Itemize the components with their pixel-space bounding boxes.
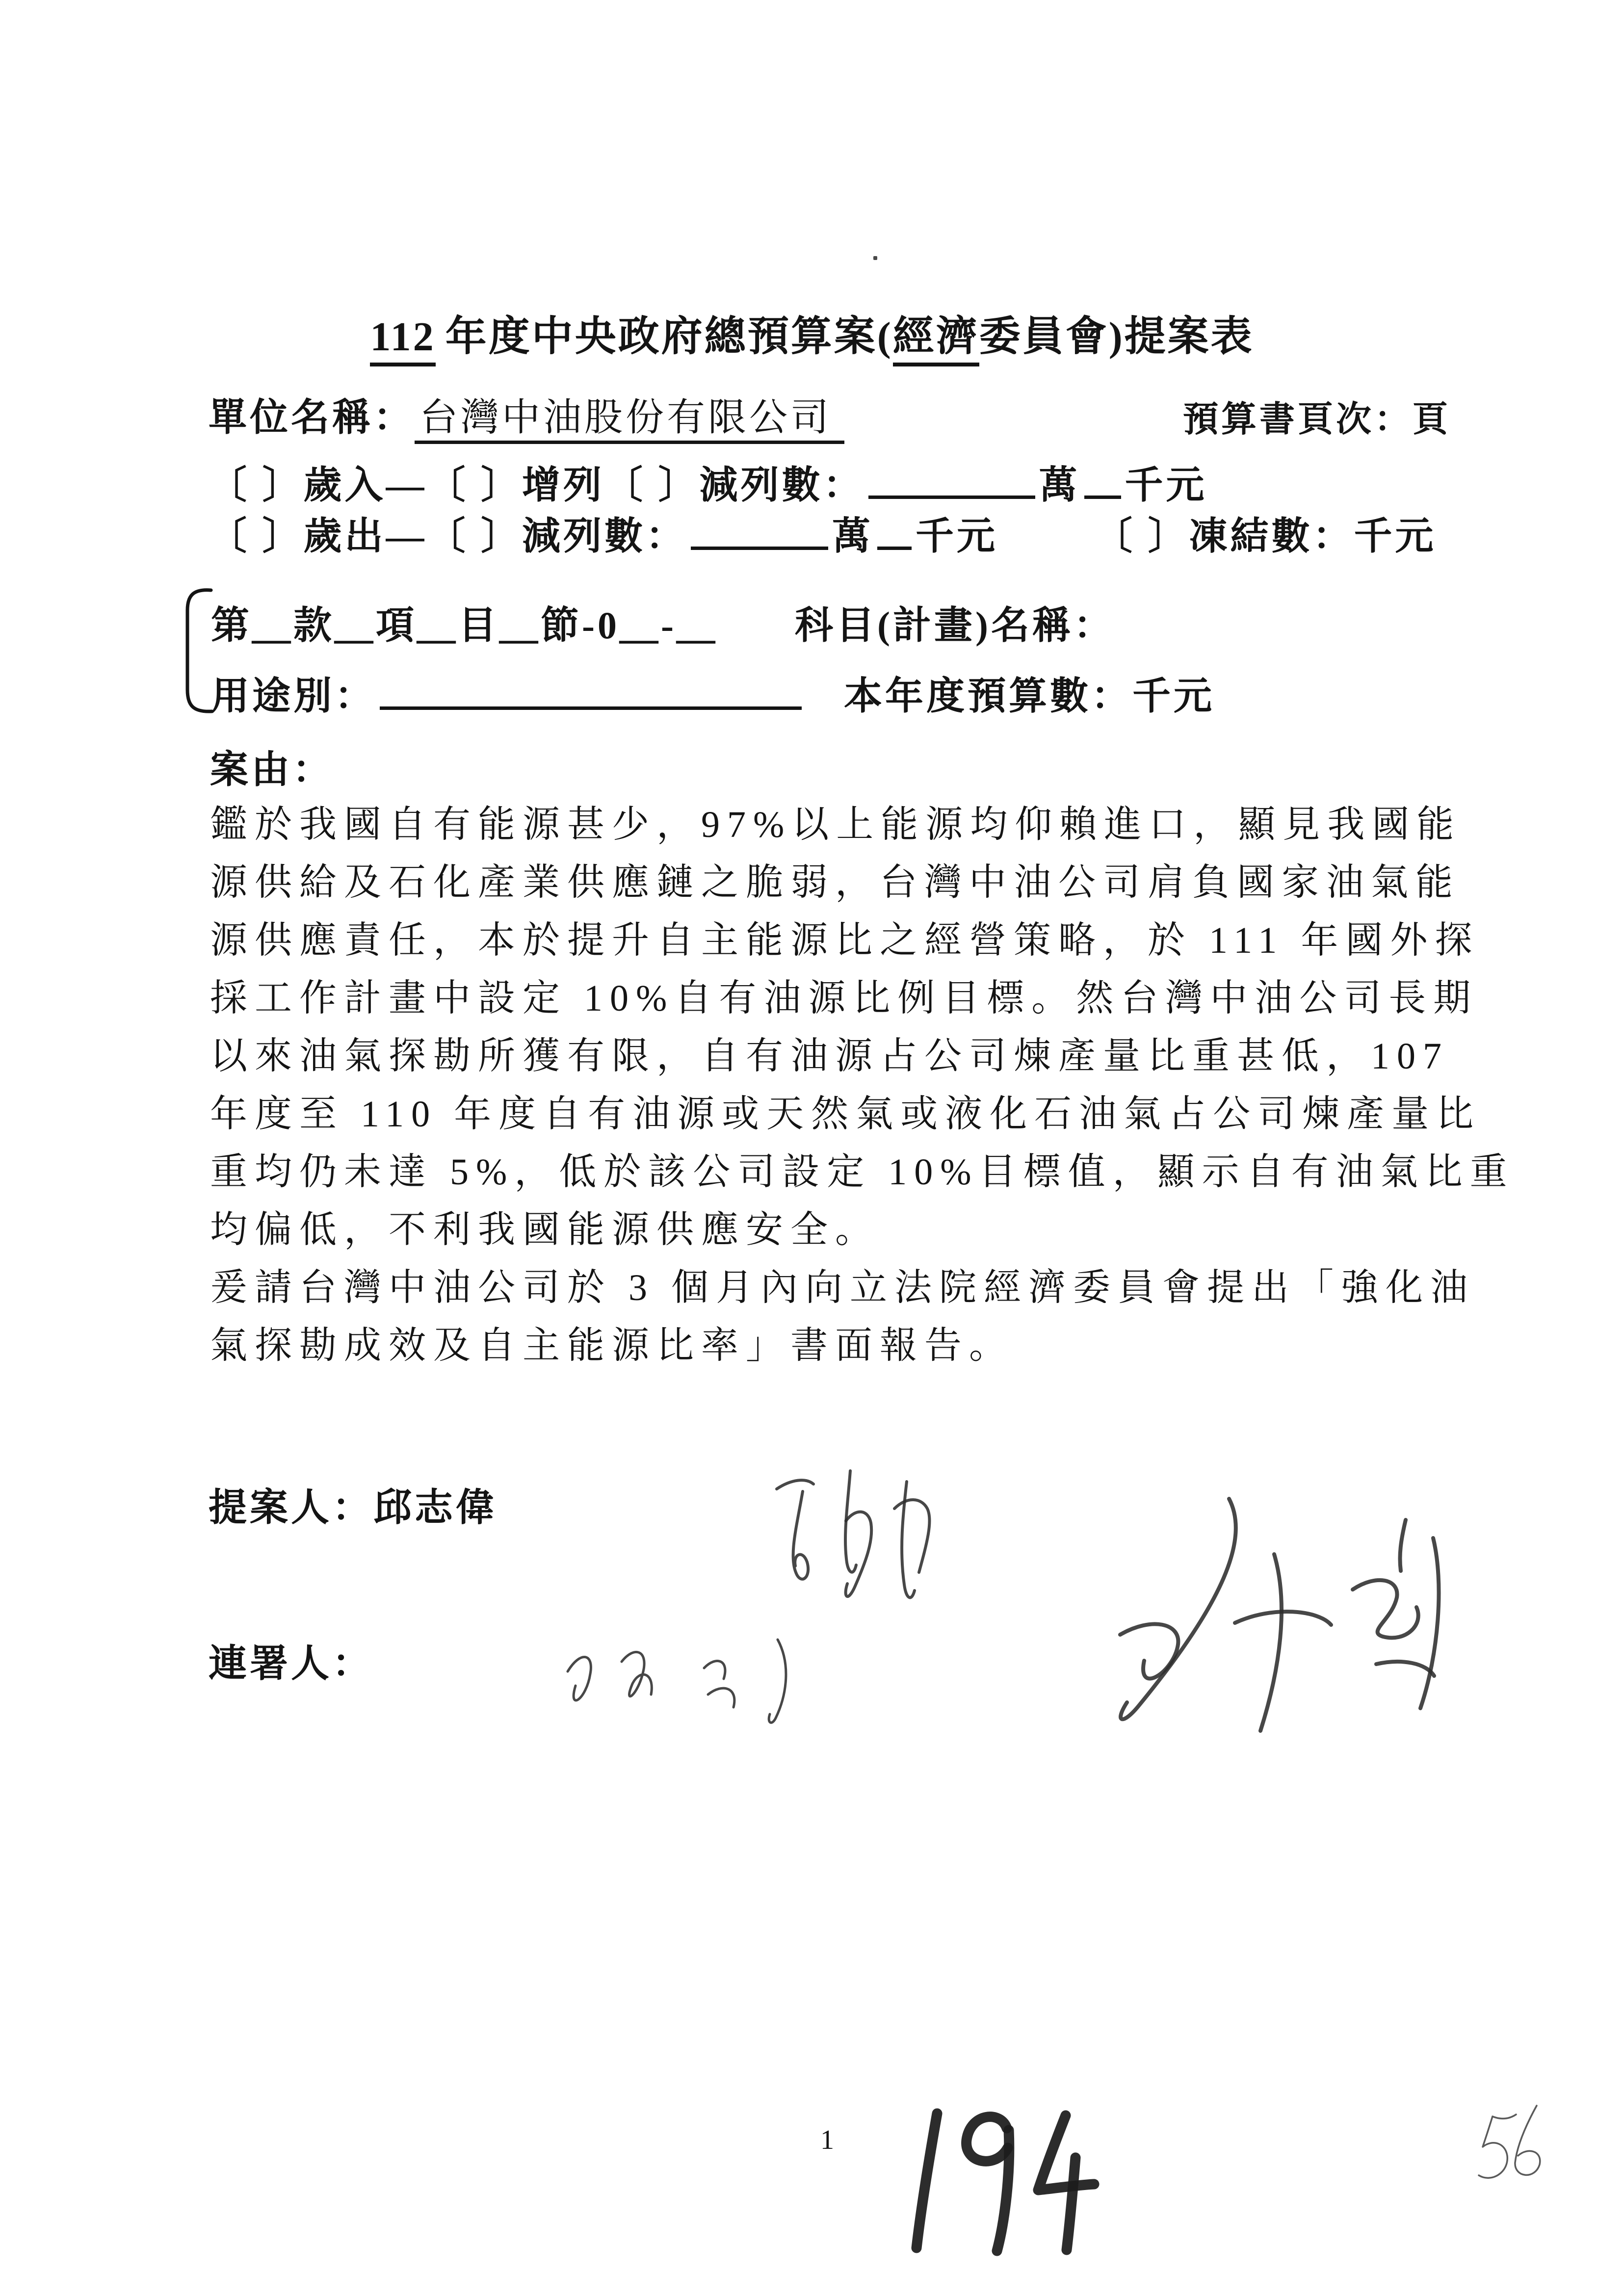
proposer-signature [750, 1462, 970, 1629]
freeze-row [1094, 505, 1437, 560]
revenue-row-label: 〔 〕歲入—〔 〕增列〔 〕減列數： [209, 464, 864, 506]
section-clause: 第＿款＿項＿目＿節-0＿-＿ [211, 604, 718, 647]
scan-artifact-dot [873, 256, 877, 260]
revenue-qianyuan-label: 千元 [1125, 464, 1207, 506]
budget-amount-label: 本年度預算數：千元 [844, 675, 1215, 717]
case-line: 爰請台灣中油公司於 3 個月內向立法院經濟委員會提出「強化油 [210, 1267, 1475, 1308]
title-tail: 委員會)提案表 [979, 314, 1254, 360]
case-line: 源供應責任，本於提升自主能源比之經營策略，於 111 年國外探 [210, 920, 1480, 961]
cosigner-signature-left [542, 1625, 851, 1738]
case-line: 鑑於我國自有能源甚少，97%以上能源均仰賴進口，顯見我國能 [210, 804, 1462, 845]
revenue-wan-label: 萬 [1039, 464, 1080, 506]
unit-name-row [209, 387, 844, 442]
cosigner-row: 連署人： [209, 1642, 374, 1685]
expenditure-qianyuan-label: 千元 [916, 515, 998, 557]
freeze-label: 〔 〕凍結數：千元 [1094, 515, 1437, 557]
handwritten-number-194 [903, 2100, 1104, 2262]
handwritten-number-56 [1462, 2105, 1555, 2191]
section-left-bracket [173, 588, 217, 715]
usage-label: 用途別： [211, 675, 376, 717]
usage-blank [380, 672, 802, 710]
proposer-row: 提案人：邱志偉 [209, 1486, 498, 1529]
case-heading: 案由： [210, 748, 334, 791]
budget-page-ref-value: 頁 [1413, 400, 1451, 439]
usage-row [211, 665, 806, 720]
page-title [0, 303, 1624, 363]
case-body [210, 796, 1515, 1375]
case-line: 採工作計畫中設定 10%自有油源比例目標。然台灣中油公司長期 [210, 978, 1478, 1019]
budget-page-ref [1183, 391, 1451, 442]
page-number: 1 [820, 2125, 834, 2155]
expenditure-thousand-blank [877, 512, 912, 550]
case-line: 以來油氣探勘所獲有限，自有油源占公司煉產量比重甚低，107 [210, 1036, 1449, 1077]
case-line: 年度至 110 年度自有油源或天然氣或液化石油氣占公司煉產量比 [210, 1094, 1481, 1135]
expenditure-row-label: 〔 〕歲出—〔 〕減列數： [209, 515, 687, 557]
unit-name-label: 單位名稱： [209, 396, 415, 439]
case-line: 源供給及石化產業供應鏈之脆弱，台灣中油公司肩負國家油氣能 [210, 862, 1460, 903]
budget-page-ref-label: 預算書頁次： [1183, 400, 1413, 439]
subject-name-label: 科目(計畫)名稱： [795, 604, 1115, 647]
unit-name-value: 台灣中油股份有限公司 [415, 396, 844, 444]
title-year: 112 [370, 314, 435, 366]
revenue-thousand-blank [1084, 461, 1121, 499]
cosigner-signature-right [1062, 1491, 1489, 1756]
revenue-amount-blank [868, 461, 1035, 499]
case-line: 均偏低，不利我國能源供應安全。 [210, 1209, 880, 1251]
section-clause-row [211, 595, 718, 650]
case-line: 重均仍未達 5%，低於該公司設定 10%目標值，顯示自有油氣比重 [210, 1151, 1515, 1193]
expenditure-wan-label: 萬 [832, 515, 874, 557]
revenue-row [209, 454, 1207, 509]
title-mid: 年度中央政府總預算案( [445, 314, 893, 360]
title-committee: 經濟 [893, 314, 979, 366]
case-line: 氣探勘成效及自主能源比率」書面報告。 [210, 1325, 1014, 1366]
expenditure-amount-blank [691, 512, 828, 550]
expenditure-row [209, 505, 998, 560]
